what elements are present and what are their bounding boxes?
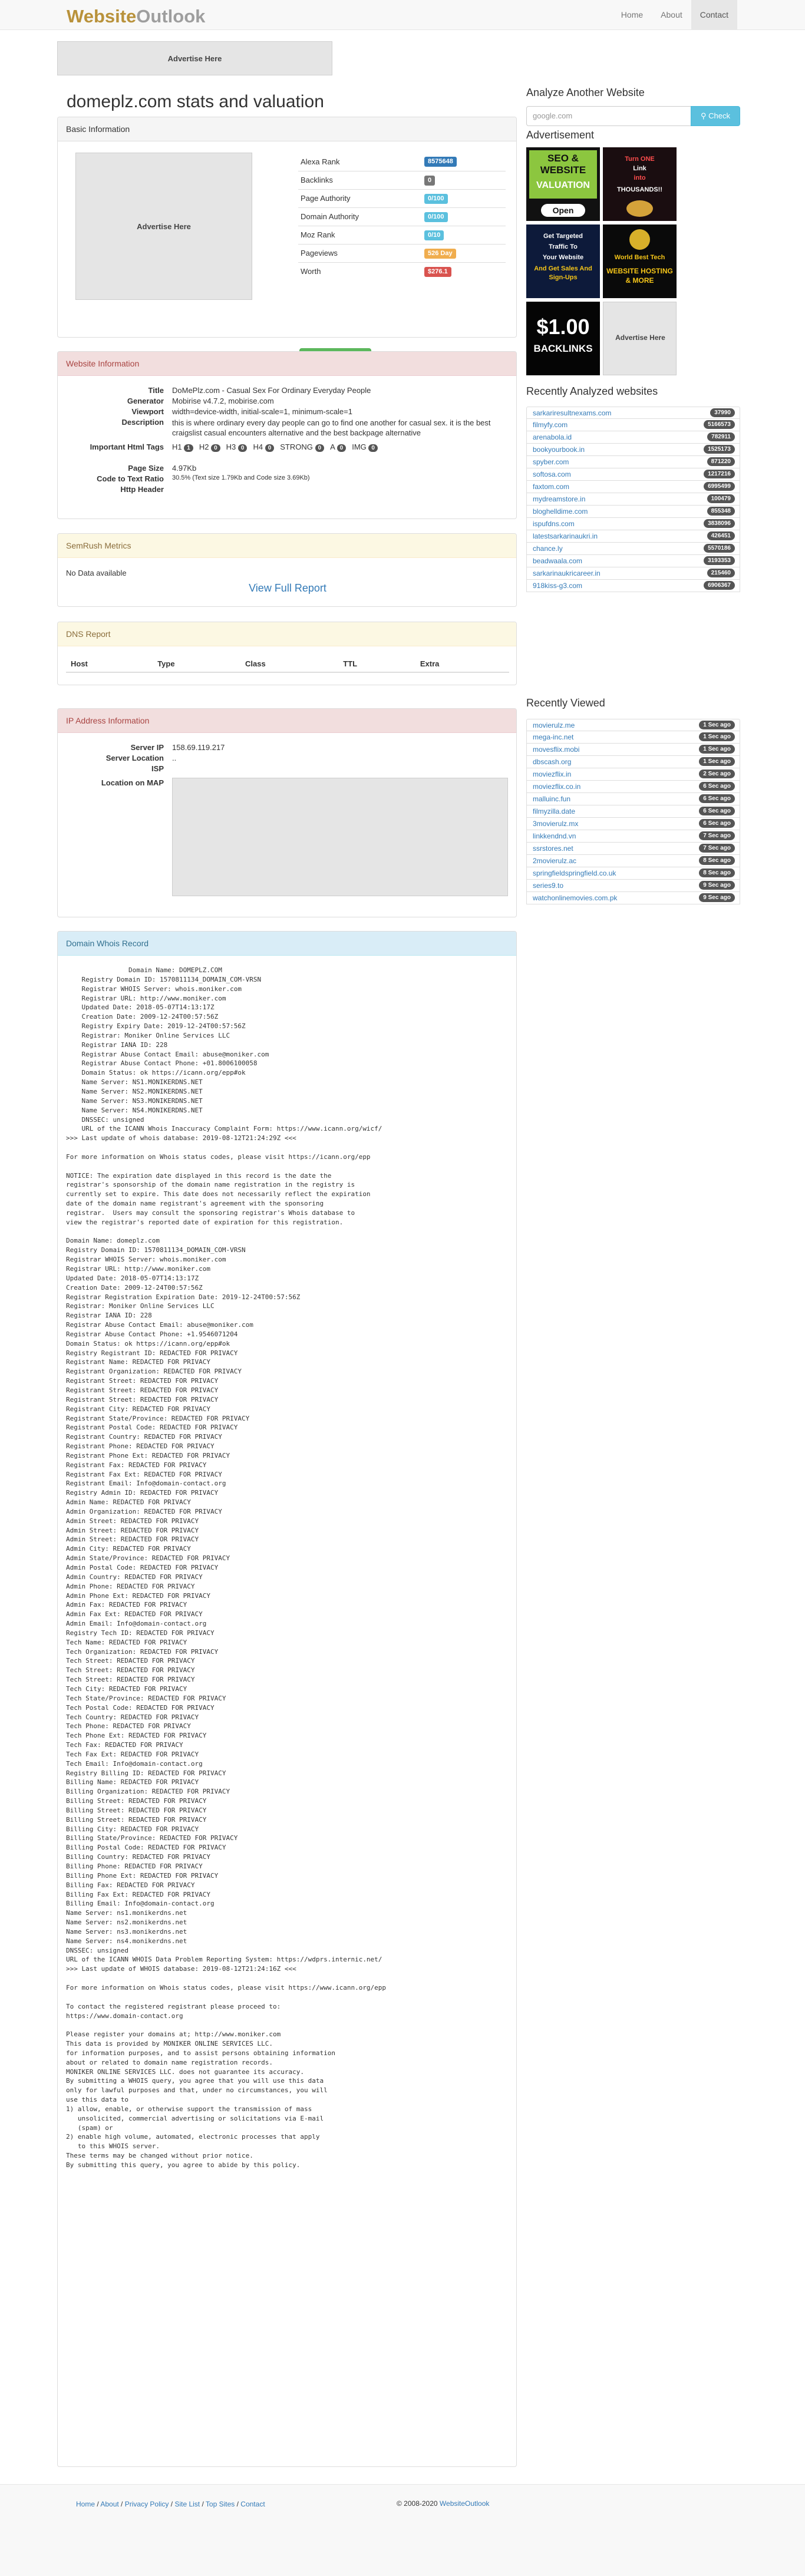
stat-row	[298, 207, 506, 226]
ad-one-link[interactable]: Turn ONE Link into THOUSANDS!!	[603, 147, 677, 221]
list-item[interactable]	[526, 493, 740, 506]
stat-badge: 526 Day	[424, 249, 456, 259]
ad-world-best-tech[interactable]: World Best Tech WEBSITE HOSTING & MORE	[603, 224, 677, 298]
list-item[interactable]	[526, 407, 740, 419]
footer-link[interactable]: Site List	[174, 2500, 200, 2508]
list-item[interactable]	[526, 567, 740, 580]
list-item[interactable]	[526, 781, 740, 793]
list-item[interactable]	[526, 855, 740, 867]
footer-link[interactable]: Top Sites	[205, 2500, 235, 2508]
list-item-badge: 37990	[710, 408, 735, 417]
list-item-link[interactable]: mega-inc.net	[533, 733, 574, 741]
html-tag-item: STRONG 0	[280, 442, 330, 451]
list-item-badge: 426451	[707, 531, 735, 540]
list-item[interactable]	[526, 543, 740, 555]
basic-info-ad[interactable]: Advertise Here	[75, 153, 252, 300]
list-item[interactable]	[526, 768, 740, 781]
stat-label: Domain Authority	[298, 207, 422, 226]
semrush-panel	[57, 533, 517, 607]
list-item[interactable]	[526, 506, 740, 518]
stat-value-cell	[422, 207, 506, 226]
footer-link[interactable]: Privacy Policy	[124, 2500, 169, 2508]
list-item[interactable]	[526, 805, 740, 818]
description-value: this is where ordinary every day people can go to find one another for casual sex. it is the best craigslist casual encounters alternative and the best backpage alternative	[172, 418, 491, 437]
list-item[interactable]	[526, 518, 740, 530]
viewed-heading: Recently Viewed	[526, 697, 605, 709]
html-tags-list	[172, 442, 508, 452]
list-item-link[interactable]: mydreamstore.in	[533, 495, 586, 503]
list-item-link[interactable]: movierulz.me	[533, 721, 575, 729]
stats-table	[298, 153, 506, 280]
list-item-link[interactable]: watchonlinemovies.com.pk	[533, 894, 618, 902]
list-item[interactable]	[526, 818, 740, 830]
list-item-link[interactable]: ispufdns.com	[533, 520, 575, 528]
footer-link[interactable]: Contact	[240, 2500, 265, 2508]
html-tag-count: 0	[265, 444, 275, 452]
list-item-link[interactable]: dbscash.org	[533, 758, 572, 766]
stat-badge: 0/10	[424, 230, 444, 240]
ip-info-heading: IP Address Information	[58, 709, 516, 733]
website-search-input[interactable]: google.com	[526, 106, 691, 126]
list-item-badge: 9 Sec ago	[699, 893, 735, 902]
list-item-link[interactable]: series9.to	[533, 881, 564, 890]
html-tag-item: H2 0	[199, 442, 226, 451]
list-item-badge: 2 Sec ago	[699, 770, 735, 778]
ad-backlinks[interactable]: $1.00 BACKLINKS	[526, 302, 600, 375]
list-item[interactable]	[526, 867, 740, 880]
html-tag-count: 0	[315, 444, 325, 452]
viewport-value: width=device-width, initial-scale=1, minimum-scale=1	[172, 407, 352, 416]
html-tag-count: 0	[238, 444, 248, 452]
dns-table	[66, 656, 509, 673]
recent-heading: Recently Analyzed websites	[526, 385, 658, 397]
list-item-badge: 6 Sec ago	[699, 819, 735, 828]
list-item-link[interactable]: 2movierulz.ac	[533, 857, 577, 865]
whois-panel	[57, 931, 517, 2467]
ratio-value: 30.5% (Text size 1.79Kb and Code size 3.69Kb)	[172, 474, 310, 481]
whois-record-text: Domain Name: DOMEPLZ.COM Registry Domain ID: 1570811134_DOMAIN_COM-VRSN Registrar WHOIS Server: whois.moniker.com Registrar URL: http://www.moniker.com Updated Date: 2018-05-07T14:13:17Z Creation Date: 2009-12-24T00:57:56Z Registry Expiry Date: 2019-12-24T00:57:56Z Registrar: Moniker Online Services LLC Registrar IANA ID: 228 Registrar Abuse Contact Email: abuse@moniker.com Registrar Abuse Contact Phone: +01.8006100058 Domain Status: ok https://icann.org/epp#ok Name Server: NS1.MONIKERDNS.NET Name Server: NS2.MONIKERDNS.NET Name Server: NS3.MONIKERDNS.NET Name Server: NS4.MONIKERDNS.NET DNSSEC: unsigned URL of the ICANN Whois Inaccuracy Complaint Form: https://www.icann.org/wicf/ >>> Last update of whois database: 2019-08-12T21:24:29Z <<< For more information on Whois status codes, please visit https://icann.org/epp NOTICE: The expiration date displayed in this record is the date the registrar's sponsorship of the domain name registration in the registry is currently set to expire. This date does not necessarily reflect the expiration date of the domain name registrant's agreement with the sponsoring registrar. Users may consult the sponsoring registrar's Whois database to view the registrar's reported date of expiration for this registration. Domain Name: domeplz.com Registry Domain ID: 1570811134_DOMAIN_COM-VRSN Registrar WHOIS Server: whois.moniker.com Registrar URL: http://www.moniker.com Updated Date: 2018-05-07T14:13:17Z Creation Date: 2009-12-24T00:57:56Z Registrar Registration Expiration Date: 2019-12-24T00:57:56Z Registrar: Moniker Online Services LLC Registrar IANA ID: 228 Registrar Abuse Contact Email: abuse@moniker.com Registrar Abuse Contact Phone: +1.9546071204 Domain Status: ok https://icann.org/epp#ok Registry Registrant ID: REDACTED FOR PRIVACY Registrant Name: REDACTED FOR PRIVACY Registrant Organization: REDACTED FOR PRIVACY Registrant Street: REDACTED FOR PRIVACY Registrant Street: REDACTED FOR PRIVACY Registrant Street: REDACTED FOR PRIVACY Registrant City: REDACTED FOR PRIVACY Registrant State/Province: REDACTED FOR PRIVACY Registrant Postal Code: REDACTED FOR PRIVACY Registrant Country: REDACTED FOR PRIVACY Registrant Phone: REDACTED FOR PRIVACY Registrant Phone Ext: REDACTED FOR PRIVACY Registrant Fax: REDACTED FOR PRIVACY Registrant Fax Ext: REDACTED FOR PRIVACY Registrant Email: Info@domain-contact.org Registry Admin ID: REDACTED FOR PRIVACY Admin Name: REDACTED FOR PRIVACY Admin Organization: REDACTED FOR PRIVACY Admin Street: REDACTED FOR PRIVACY Admin Street: REDACTED FOR PRIVACY Admin Street: REDACTED FOR PRIVACY Admin City: REDACTED FOR PRIVACY Admin State/Province: REDACTED FOR PRIVACY Admin Postal Code: REDACTED FOR PRIVACY Admin Country: REDACTED FOR PRIVACY Admin Phone: REDACTED FOR PRIVACY Admin Phone Ext: REDACTED FOR PRIVACY Admin Fax: REDACTED FOR PRIVACY Admin Fax Ext: REDACTED FOR PRIVACY Admin Email: Info@domain-contact.org Registry Tech ID: REDACTED FOR PRIVACY Tech Name: REDACTED FOR PRIVACY Tech Organization: REDACTED FOR PRIVACY Tech Street: REDACTED FOR PRIVACY Tech Street: REDACTED FOR PRIVACY Tech Street: REDACTED FOR PRIVACY Tech City: REDACTED FOR PRIVACY Tech State/Province: REDACTED FOR PRIVACY Tech Postal Code: REDACTED FOR PRIVACY Tech Country: REDACTED FOR PRIVACY Tech Phone: REDACTED FOR PRIVACY Tech Phone Ext: REDACTED FOR PRIVACY Tech Fax: REDACTED FOR PRIVACY Tech Fax Ext: REDACTED FOR PRIVACY Tech Email: Info@domain-contact.org Registry Billing ID: REDACTED FOR PRIVACY Billing Name: REDACTED FOR PRIVACY Billing Organization: REDACTED FOR PRIVACY Billing Street: REDACTED FOR PRIVACY Billing Street: REDACTED FOR PRIVACY Billing Street: REDACTED FOR PRIVACY Billing City: REDACTED FOR PRIVACY Billing State/Province: REDACTED FOR PRIVACY Billing Postal Code: REDACTED FOR PRIVACY Billing Country: REDACTED FOR PRIVACY Billing Phone: REDACTED FOR PRIVACY Billing Phone Ext: REDACTED FOR PRIVACY Billing Fax: REDACTED FOR PRIVACY Billing Fax Ext: REDACTED FOR PRIVACY Billing Email: Info@domain-contact.org Name Server: ns1.monikerdns.net Name Server: ns2.monikerdns.net Name Server: ns3.monikerdns.net Name Server: ns4.monikerdns.net DNSSEC: unsigned URL of the ICANN WHOIS Data Problem Reporting System: https://wdprs.internic.net/ >>> Last update of WHOIS database: 2019-08-12T21:24:16Z <<< For more information on Whois status codes, please visit https://www.icann.org/epp To contact the registered registrant please proceed to: https://www.domain-contact.org Please register your domains at; http://www.moniker.com This data is provided by MONIKER ONLINE SERVICES LLC. for information purposes, and to assist persons obtaining information about or related to domain name registration records. MONIKER ONLINE SERVICES LLC. does not guarantee its accuracy. By submitting a WHOIS query, you agree that you will use this data only for lawful purposes and that, under no circumstances, you will use this data to 1) allow, enable, or otherwise support the transmission of mass unsolicited, commercial advertising or solicitations via E-mail (spam) or 2) enable high volume, automated, electronic processes that apply to this WHOIS server. These terms may be changed without prior notice. By submitting this query, you agree to abide by this policy.	[66, 966, 387, 2169]
list-item-link[interactable]: chance.ly	[533, 544, 563, 553]
list-item-link[interactable]: springfieldspringfield.co.uk	[533, 869, 616, 877]
list-item-link[interactable]: latestsarkarinaukri.in	[533, 532, 598, 540]
dns-col-class: Class	[240, 656, 338, 672]
nav-about[interactable]: About	[661, 10, 682, 19]
ad-tech-logo-icon	[629, 229, 650, 250]
list-item-badge: 3193353	[704, 556, 735, 565]
viewed-list	[526, 719, 740, 904]
list-item-badge: 1 Sec ago	[699, 721, 735, 729]
html-tag-count: 0	[337, 444, 347, 452]
list-item-badge: 7 Sec ago	[699, 844, 735, 853]
list-item-badge: 6 Sec ago	[699, 794, 735, 803]
website-info-panel: Website Information Title DoMePlz.com - Casual Sex For Ordinary Everyday People Generator Mobirise v4.7.2, mobirise.com Viewport width=device-width, initial-scale=1, minimum-scale=1 Description this is where ordinary every day people can go to find one another for casual sex. it is the best craigslist casual encounters alternative and the best backpage alternative Important Html Tags H1 1 H2 0 H3 0 H4 0 STRONG 0 A 0 IMG 0 Page Size 4.97Kb Code to Text Ratio 30.5% (Text size 1.79Kb and Code size 3.69Kb) Http Header	[57, 351, 517, 519]
list-item[interactable]	[526, 468, 740, 481]
dns-col-extra: Extra	[415, 656, 509, 672]
nav-home[interactable]: Home	[621, 10, 644, 19]
list-item[interactable]	[526, 731, 740, 744]
stat-badge: 0/100	[424, 212, 448, 222]
list-item-badge: 1525173	[704, 445, 735, 454]
server-ip-value: 158.69.119.217	[172, 743, 225, 752]
advertisement-heading: Advertisement	[526, 129, 595, 141]
semrush-heading: SemRush Metrics	[58, 534, 516, 558]
list-item-link[interactable]: filmyzilla.date	[533, 807, 576, 815]
list-item-link[interactable]: softosa.com	[533, 470, 571, 478]
list-item[interactable]	[526, 880, 740, 892]
copyright: © 2008-2020 WebsiteOutlook	[397, 2499, 490, 2508]
html-tag-item: IMG 0	[352, 442, 384, 451]
list-item-badge: 8 Sec ago	[699, 868, 735, 877]
stat-row	[298, 226, 506, 244]
footer	[0, 2484, 805, 2576]
list-item-badge: 1217216	[704, 470, 735, 478]
dns-col-ttl: TTL	[338, 656, 415, 672]
list-item-link[interactable]: malluinc.fun	[533, 795, 571, 803]
analyze-heading: Analyze Another Website	[526, 87, 645, 98]
list-item-link[interactable]: spyber.com	[533, 458, 569, 466]
brand-logo[interactable]	[67, 6, 205, 27]
stat-row	[298, 244, 506, 262]
stat-row	[298, 153, 506, 171]
list-item-link[interactable]: bookyourbook.in	[533, 445, 585, 454]
copyright-link[interactable]: WebsiteOutlook	[439, 2499, 490, 2508]
stat-badge: 0/100	[424, 194, 448, 204]
stat-badge: $276.1	[424, 267, 451, 277]
list-item-badge: 6906367	[704, 581, 735, 590]
check-label: Check	[708, 111, 730, 120]
html-tag-item: H3 0	[226, 442, 253, 451]
html-tag-count: 0	[368, 444, 378, 452]
list-item-badge: 1 Sec ago	[699, 745, 735, 754]
list-item[interactable]	[526, 719, 740, 731]
generator-value: Mobirise v4.7.2, mobirise.com	[172, 397, 274, 405]
list-item-badge: 7 Sec ago	[699, 831, 735, 840]
site-title-value: DoMePlz.com - Casual Sex For Ordinary Everyday People	[172, 386, 371, 395]
dns-panel	[57, 622, 517, 685]
list-item-link[interactable]: linkkendnd.vn	[533, 832, 576, 840]
footer-link[interactable]: Home	[76, 2500, 95, 2508]
ip-info-panel: IP Address Information Server IP 158.69.119.217 Server Location .. ISP Location on MAP	[57, 708, 517, 917]
list-item-link[interactable]: bloghelldime.com	[533, 507, 588, 516]
list-item[interactable]	[526, 756, 740, 768]
list-item[interactable]	[526, 744, 740, 756]
list-item-badge: 100479	[707, 494, 735, 503]
stat-value-cell	[422, 226, 506, 244]
ad-seo-valuation[interactable]: SEO & WEBSITE VALUATION Open	[526, 147, 600, 221]
basic-info-heading: Basic Information	[58, 117, 516, 141]
list-item[interactable]	[526, 555, 740, 567]
stat-label: Page Authority	[298, 189, 422, 207]
list-item-link[interactable]: faxtom.com	[533, 483, 570, 491]
stat-label: Alexa Rank	[301, 157, 340, 166]
footer-link[interactable]: About	[100, 2500, 119, 2508]
list-item[interactable]	[526, 444, 740, 456]
list-item-badge: 1 Sec ago	[699, 732, 735, 741]
stat-label: Worth	[298, 262, 422, 280]
list-item-link[interactable]: beadwaala.com	[533, 557, 583, 565]
page-size-value: 4.97Kb	[172, 464, 197, 473]
stat-row	[298, 189, 506, 207]
list-item-link[interactable]: 3movierulz.mx	[533, 820, 579, 828]
stat-label: Pageviews	[298, 244, 422, 262]
stat-value-cell	[422, 171, 506, 189]
stat-row	[298, 262, 506, 280]
list-item-link[interactable]: arenabola.id	[533, 433, 572, 441]
navbar	[0, 0, 805, 30]
brand-part2: Outlook	[136, 6, 206, 27]
list-item-link[interactable]: ssrstores.net	[533, 844, 573, 853]
recent-list	[526, 407, 740, 592]
top-ad-banner[interactable]: Advertise Here	[57, 41, 332, 75]
list-item-badge: 3838096	[704, 519, 735, 528]
list-item-badge: 855348	[707, 507, 735, 516]
list-item-link[interactable]: moviezflix.in	[533, 770, 572, 778]
stat-label: Moz Rank	[298, 226, 422, 244]
list-item[interactable]	[526, 830, 740, 843]
ad-advertise-here[interactable]: Advertise Here	[603, 302, 677, 375]
stat-value-cell	[422, 189, 506, 207]
list-item-badge: 6 Sec ago	[699, 807, 735, 815]
ad-coin-icon	[626, 200, 653, 217]
check-button[interactable]	[691, 106, 740, 126]
page-title: domeplz.com stats and valuation	[67, 92, 324, 111]
dns-col-type: Type	[153, 656, 240, 672]
server-location-value: ..	[172, 754, 177, 762]
list-item-badge: 215460	[707, 569, 735, 577]
ad-targeted-traffic[interactable]: Get Targeted Traffic To Your Website And Get Sales And Sign-Ups	[526, 224, 600, 298]
list-item-badge: 871220	[707, 457, 735, 466]
stat-value-cell	[422, 244, 506, 262]
stat-badge: 8575648	[424, 157, 457, 167]
stat-label: Backlinks	[298, 171, 422, 189]
brand-part1: Website	[67, 6, 137, 27]
semrush-no-data: No Data available	[66, 569, 127, 577]
list-item-link[interactable]: sarkarinaukricareer.in	[533, 569, 601, 577]
list-item-badge: 6 Sec ago	[699, 782, 735, 791]
stat-value-cell	[422, 262, 506, 280]
list-item[interactable]	[526, 793, 740, 805]
list-item-link[interactable]: movesflix.mobi	[533, 745, 580, 754]
list-item-badge: 5166573	[704, 420, 735, 429]
list-item[interactable]	[526, 843, 740, 855]
basic-info-panel	[57, 117, 517, 338]
stat-badge: 0	[424, 176, 435, 186]
whois-heading: Domain Whois Record	[58, 932, 516, 956]
list-item-badge: 6995499	[704, 482, 735, 491]
dns-col-host: Host	[66, 656, 153, 672]
nav-contact[interactable]: Contact	[691, 0, 737, 29]
search-icon: ⚲	[700, 111, 707, 120]
list-item-badge: 9 Sec ago	[699, 881, 735, 890]
list-item-badge: 5570186	[704, 544, 735, 553]
html-tag-count: 0	[211, 444, 220, 452]
ad-open-button[interactable]: Open	[541, 204, 585, 217]
stat-row	[298, 171, 506, 189]
list-item[interactable]	[526, 892, 740, 904]
list-item[interactable]	[526, 419, 740, 431]
list-item[interactable]	[526, 431, 740, 444]
list-item-link[interactable]: sarkariresultnexams.com	[533, 409, 612, 417]
html-tag-item: H4 0	[253, 442, 280, 451]
list-item-link[interactable]: filmyfy.com	[533, 421, 568, 429]
stat-value-cell	[422, 153, 506, 171]
list-item-badge: 8 Sec ago	[699, 856, 735, 865]
list-item-link[interactable]: 918kiss-g3.com	[533, 582, 583, 590]
footer-links: Home / About / Privacy Policy / Site List / Top Sites / Contact	[76, 2500, 265, 2508]
list-item[interactable]	[526, 456, 740, 468]
list-item-badge: 1 Sec ago	[699, 757, 735, 766]
view-full-report-link[interactable]: View Full Report	[249, 582, 326, 594]
list-item[interactable]	[526, 530, 740, 543]
website-info-heading: Website Information	[58, 352, 516, 376]
location-map[interactable]	[172, 778, 508, 896]
dns-heading: DNS Report	[58, 622, 516, 646]
nav-links	[612, 0, 737, 29]
list-item[interactable]	[526, 481, 740, 493]
list-item-link[interactable]: moviezflix.co.in	[533, 782, 581, 791]
list-item[interactable]	[526, 580, 740, 592]
list-item-badge: 782911	[707, 432, 735, 441]
html-tag-item: A 0	[330, 442, 352, 451]
html-tag-item: H1 1	[172, 442, 199, 451]
html-tag-count: 1	[184, 444, 193, 452]
